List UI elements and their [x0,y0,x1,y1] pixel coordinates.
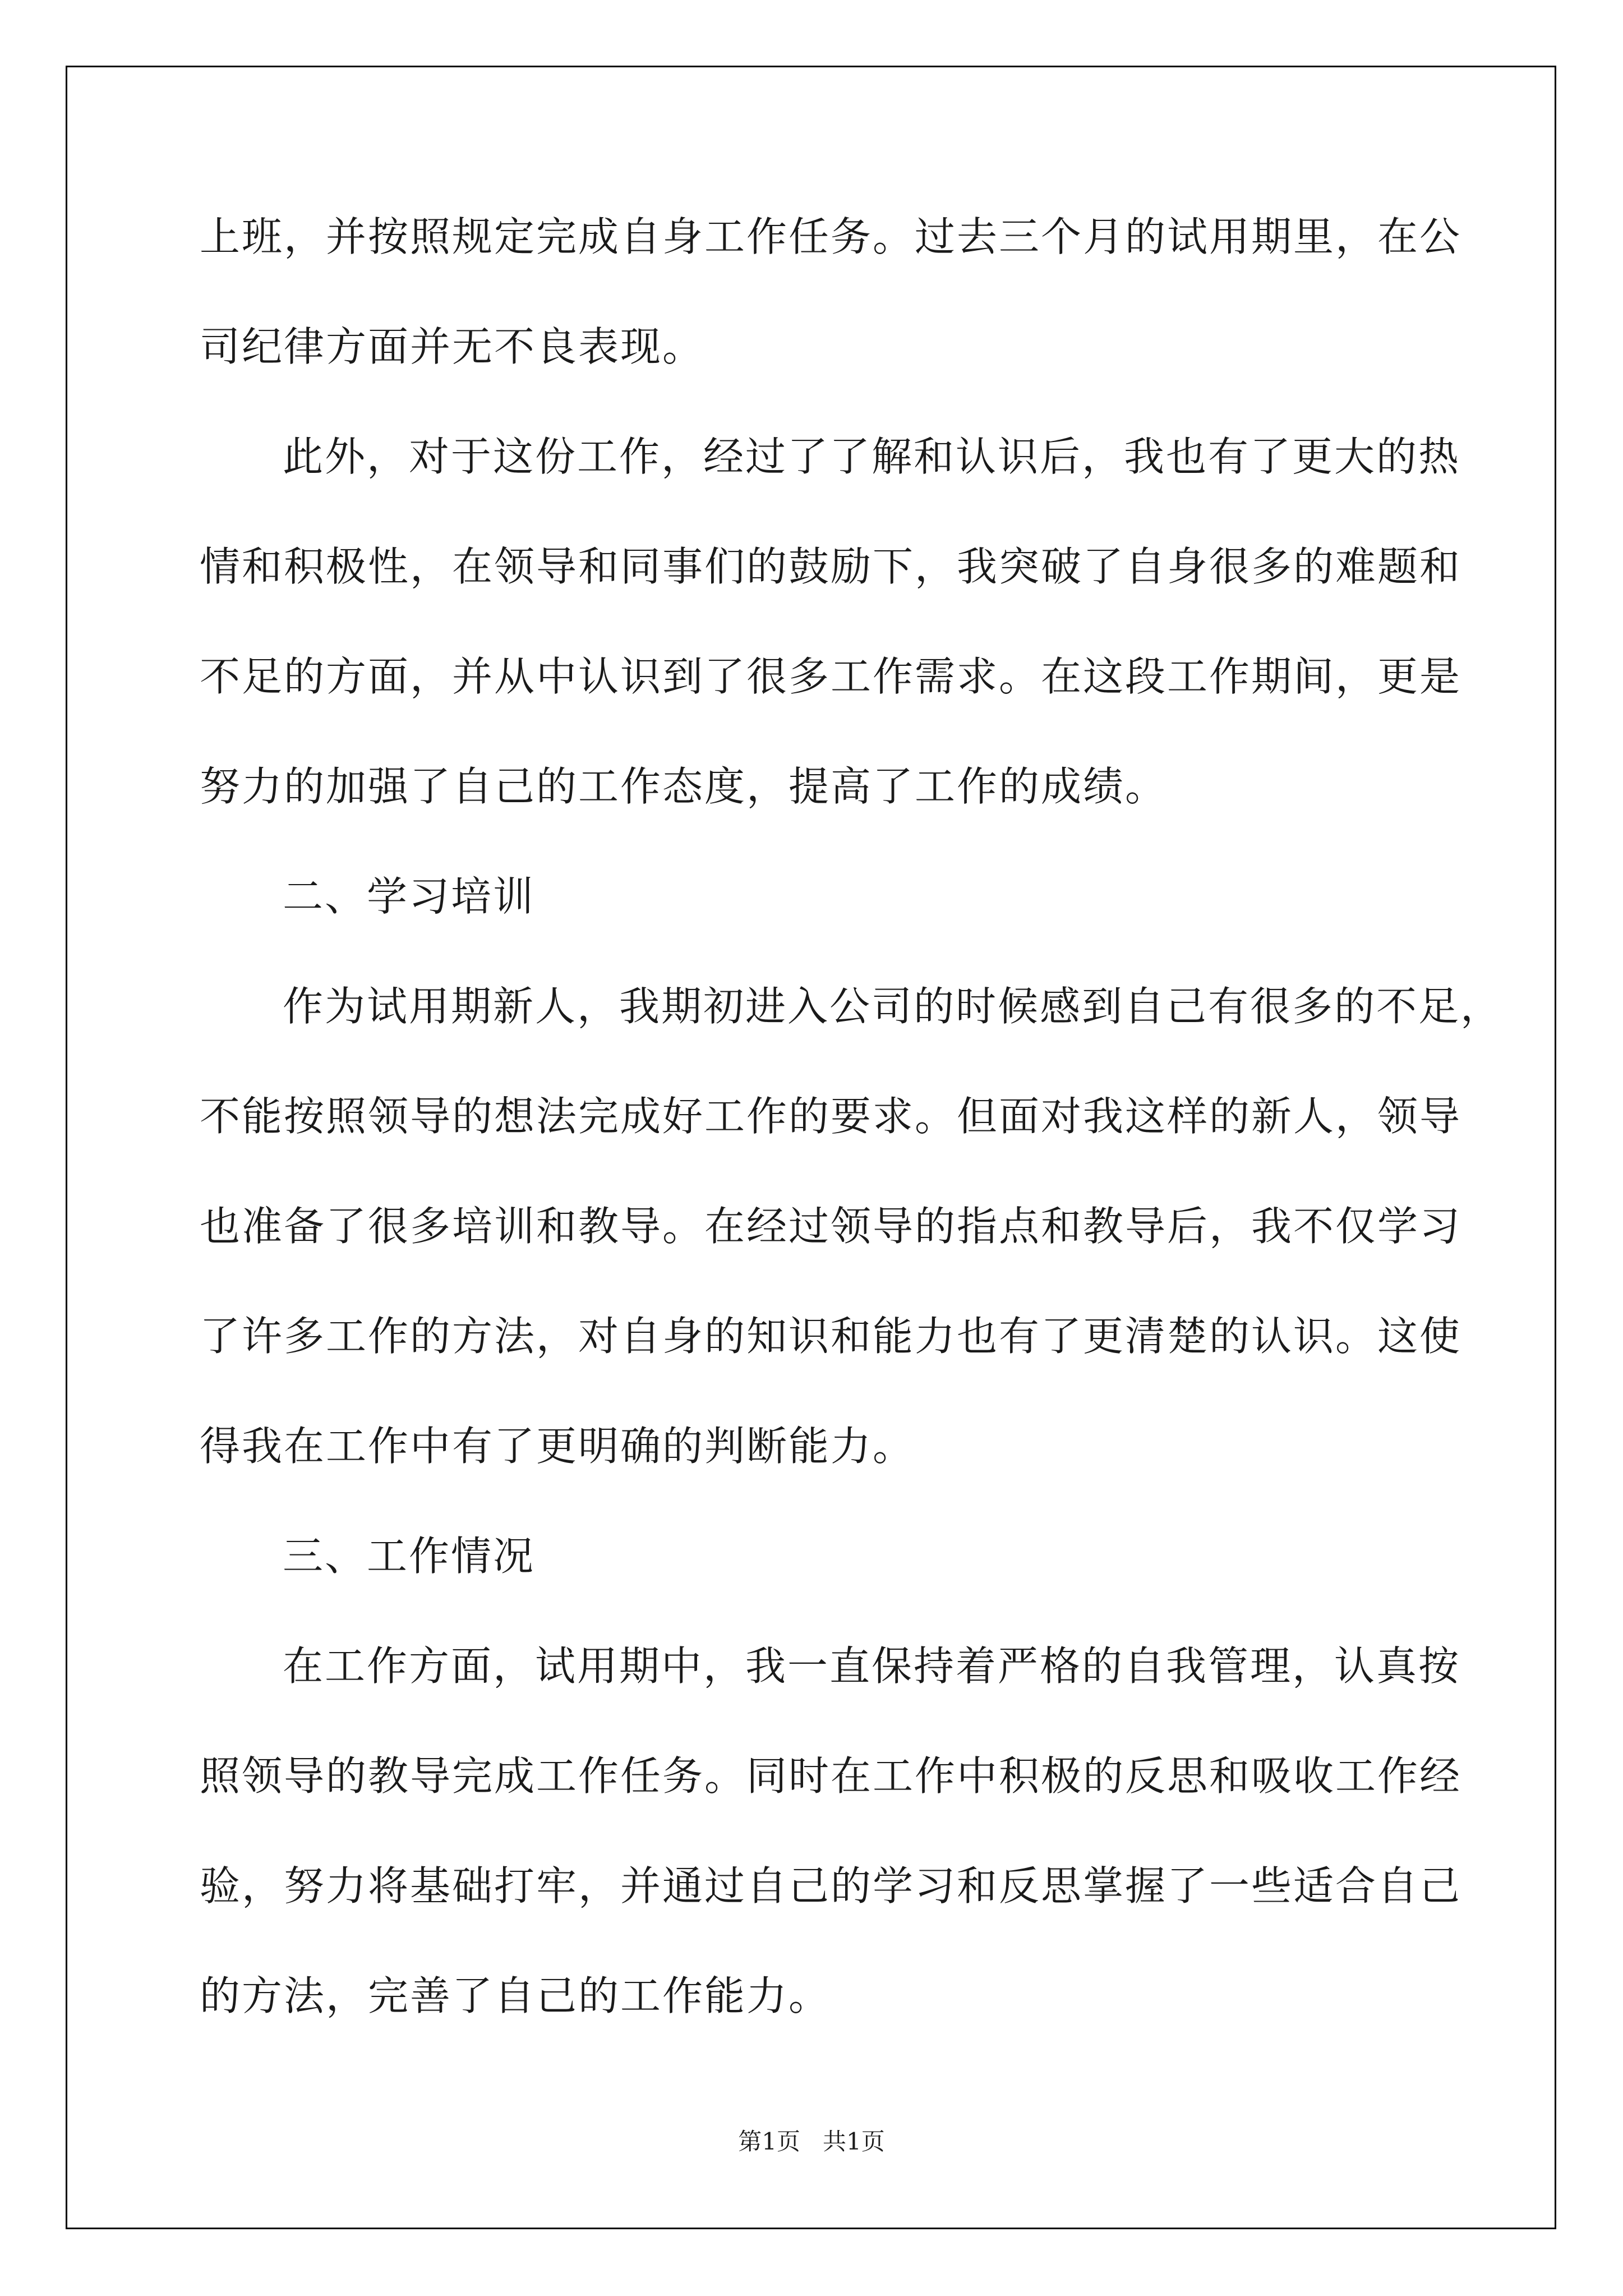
paragraph-first-line: 作为试用期新人，我期初进入公司的时候感到自己有很多的不足， [283,983,1503,1030]
page-footer [0,2123,1623,2157]
body-line: 不足的方面，并从中认识到了很多工作需求。在这段工作期间，更是 [200,653,1462,700]
paragraph-first-line: 此外，对于这份工作，经过了了解和认识后，我也有了更大的热 [283,433,1461,480]
document-body [200,213,1503,2082]
body-line: 不能按照领导的想法完成好工作的要求。但面对我这样的新人，领导 [200,1093,1462,1140]
body-line: 情和积极性，在领导和同事们的鼓励下，我突破了自身很多的难题和 [200,543,1462,590]
page-number-total: 共1页 [823,2128,885,2155]
body-line: 的方法，完善了自己的工作能力。 [200,1972,831,2019]
section-heading: 二、学习培训 [283,873,536,920]
body-line: 努力的加强了自己的工作态度，提高了工作的成绩。 [200,763,1168,810]
body-line: 也准备了很多培训和教导。在经过领导的指点和教导后，我不仅学习 [200,1203,1462,1250]
body-line: 照领导的教导完成工作任务。同时在工作中积极的反思和吸收工作经 [200,1752,1462,1800]
page-number-current: 第1页 [738,2128,800,2155]
body-line: 了许多工作的方法，对自身的知识和能力也有了更清楚的认识。这使 [200,1313,1462,1360]
body-line: 验，努力将基础打牢，并通过自己的学习和反思掌握了一些适合自己 [200,1862,1462,1910]
paragraph-first-line: 在工作方面，试用期中，我一直保持着严格的自我管理，认真按 [283,1642,1461,1690]
section-heading: 三、工作情况 [283,1533,536,1580]
body-line: 司纪律方面并无不良表现。 [200,323,705,370]
body-line: 得我在工作中有了更明确的判断能力。 [200,1423,915,1470]
body-line: 上班，并按照规定完成自身工作任务。过去三个月的试用期里，在公 [200,213,1462,260]
